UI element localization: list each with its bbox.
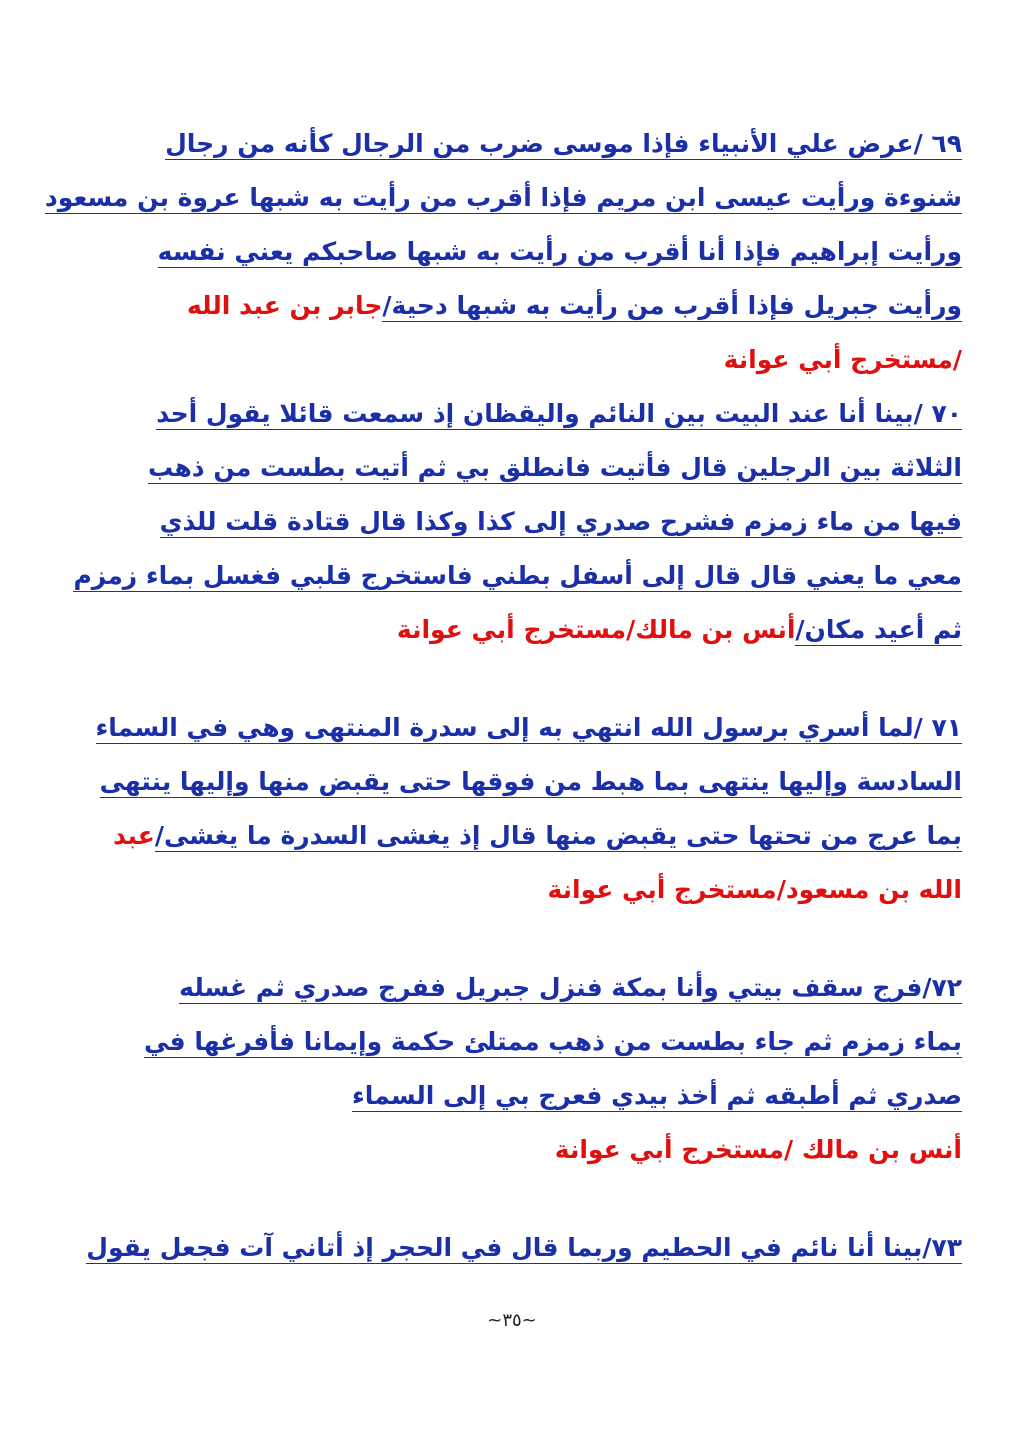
hadith-text: السادسة وإليها ينتهى بما هبط من فوقها حتى يقبض منها وإليها ينتهى xyxy=(99,767,962,796)
hadith-text: ٧٣/بينا أنا نائم في الحطيم وربما قال في الحجر إذ أتاني آت فجعل يقول xyxy=(86,1233,962,1262)
hadith-text: ٧١ /لما أسري برسول الله انتهي به إلى سدرة المنتهى وهي في السماء xyxy=(95,713,962,742)
hadith-69-line-5 xyxy=(724,340,962,384)
hadith-71-line-1 xyxy=(96,708,962,752)
hadith-72-line-3 xyxy=(352,1076,962,1120)
hadith-69-line-4 xyxy=(187,286,962,330)
hadith-72-line-1 xyxy=(179,968,962,1012)
hadith-70-line-5 xyxy=(397,610,962,654)
narrator-source: عبد xyxy=(113,821,155,850)
hadith-72-line-4 xyxy=(555,1130,962,1174)
hadith-text: ٦٩ /عرض علي الأنبياء فإذا موسى ضرب من الرجال كأنه من رجال xyxy=(165,129,962,158)
hadith-text: فيها من ماء زمزم فشرح صدري إلى كذا وكذا قال قتادة قلت للذي xyxy=(159,507,962,536)
hadith-text: شنوءة ورأيت عيسى ابن مريم فإذا أقرب من رأيت به شبها عروة بن مسعود xyxy=(44,183,962,212)
hadith-text: ورأيت جبريل فإذا أقرب من رأيت به شبها دحية/ xyxy=(382,291,962,320)
hadith-69-line-1 xyxy=(165,124,962,168)
page-number: ~٣٥~ xyxy=(487,1310,537,1331)
hadith-text: بما عرج من تحتها حتى يقبض منها قال إذ يغشى السدرة ما يغشى/ xyxy=(154,821,962,850)
hadith-text: ٧٠ /بينا أنا عند البيت بين النائم واليقظان إذ سمعت قائلا يقول أحد xyxy=(156,399,962,428)
narrator-source: الله بن مسعود/مستخرج أبي عوانة xyxy=(547,875,962,904)
hadith-71-line-3 xyxy=(113,816,962,860)
hadith-text: ورأيت إبراهيم فإذا أنا أقرب من رأيت به شبها صاحبكم يعني نفسه xyxy=(157,237,962,266)
hadith-text: ٧٢/فرج سقف بيتي وأنا بمكة فنزل جبريل ففرج صدري ثم غسله xyxy=(179,973,962,1002)
hadith-text: الثلاثة بين الرجلين قال فأتيت فانطلق بي ثم أتيت بطست من ذهب xyxy=(147,453,962,482)
hadith-70-line-2 xyxy=(148,448,962,492)
hadith-72-line-2 xyxy=(144,1022,962,1066)
hadith-text: صدري ثم أطبقه ثم أخذ بيدي فعرج بي إلى السماء xyxy=(352,1081,962,1110)
hadith-70-line-1 xyxy=(156,394,962,438)
hadith-text: بماء زمزم ثم جاء بطست من ذهب ممتلئ حكمة وإيمانا فأفرغها في xyxy=(144,1027,962,1056)
narrator-source: /مستخرج أبي عوانة xyxy=(723,345,962,374)
narrator-source: أنس بن مالك /مستخرج أبي عوانة xyxy=(554,1135,962,1164)
hadith-text: معي ما يعني قال قال إلى أسفل بطني فاستخرج قلبي فغسل بماء زمزم xyxy=(73,561,962,590)
hadith-73-line-1 xyxy=(86,1228,962,1272)
hadith-69-line-3 xyxy=(158,232,962,276)
hadith-71-line-4 xyxy=(547,870,962,914)
hadith-70-line-4 xyxy=(73,556,962,600)
hadith-71-line-2 xyxy=(100,762,962,806)
hadith-69-line-2 xyxy=(45,178,962,222)
narrator-source: أنس بن مالك/مستخرج أبي عوانة xyxy=(396,615,796,644)
hadith-70-line-3 xyxy=(160,502,962,546)
hadith-text: ثم أعيد مكان/ xyxy=(795,615,962,644)
narrator-source: جابر بن عبد الله xyxy=(187,291,383,320)
